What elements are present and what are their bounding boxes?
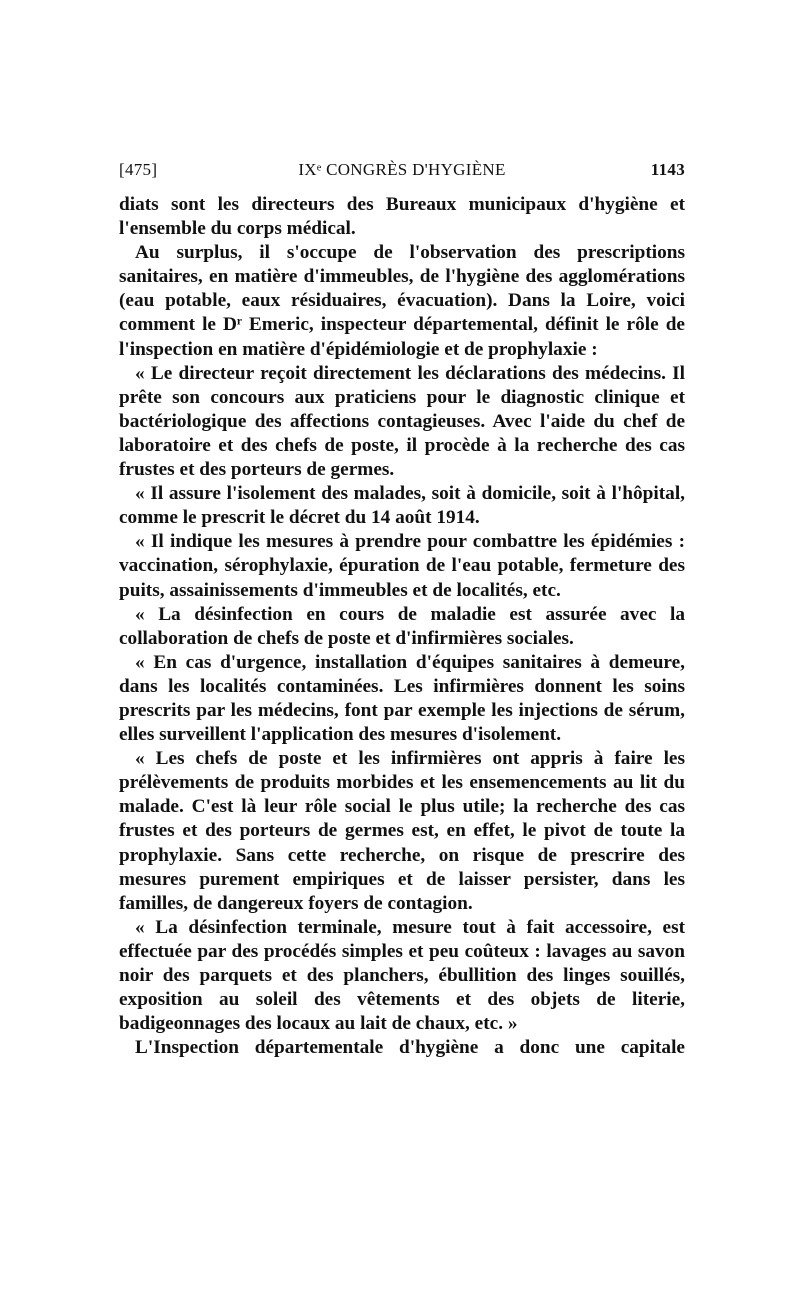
running-title: IXᵉ CONGRÈS D'HYGIÈNE [298,160,506,179]
paragraph: « Les chefs de poste et les infirmières ont appris à faire les prélèvements de produits morbides et les ensemencements au lit du malade. C'est là leur rôle social le plus utile; la recherche des cas frustes et des porteurs de germes est, en effet, le pivot de toute la prophylaxie. Sans cette recherche, on risque de prescrire des mesures purement empiriques et de laisser persister, dans les familles, de dangereux foyers de contagion. [119,748,685,914]
paragraph: « Le directeur reçoit directement les déclarations des médecins. Il prête son concours aux praticiens pour le diagnostic clinique et bactériologique des affections contagieuses. Avec l'aide du chef de laboratoire et des chefs de poste, il procède à la recherche des cas frustes et des porteurs de germes. [119,362,685,481]
paragraph: « La désinfection terminale, mesure tout à fait accessoire, est effectuée par des procédés simples et peu coûteux : lavages au savon noir des parquets et des planchers, ébullition des linges souillés, exposition au soleil des vêtements et des objets de literie, badigeonnages des locaux au lait de chaux, etc. » [119,916,685,1035]
running-header [119,160,685,184]
page-reference: [475] [119,160,158,179]
paragraph: Au surplus, il s'occupe de l'observation des prescriptions sanitaires, en matière d'immeubles, de l'hygiène des agglomérations (eau potable, eaux résiduaires, évacuation). Dans la Loire, voici comment le Dʳ Emeric, inspecteur départemental, définit le rôle de l'inspection en matière d'épidémiologie et de prophylaxie : [119,242,685,360]
paragraph: « Il assure l'isolement des malades, soit à domicile, soit à l'hôpital, comme le prescrit le décret du 14 août 1914. [119,483,685,529]
paragraph: L'Inspection départementale d'hygiène a donc une capitale [135,1037,685,1059]
page-number: 1143 [650,160,685,179]
paragraph: « En cas d'urgence, installation d'équipes sanitaires à demeure, dans les localités contaminées. Les infirmières donnent les soins prescrits par les médecins, font par exemple les injections de sérum, elles surveillent l'application des mesures d'isolement. [119,651,685,746]
body-text [119,193,685,1060]
paragraph: diats sont les directeurs des Bureaux municipaux d'hygiène et l'ensemble du corps médical. [119,194,685,240]
paragraph: « Il indique les mesures à prendre pour combattre les épidémies : vaccination, sérophylaxie, épuration de l'eau potable, fermeture des puits, assainissements d'immeubles et de localités, etc. [119,531,685,601]
paragraph: « La désinfection en cours de maladie est assurée avec la collaboration de chefs de poste et d'infirmières sociales. [119,603,685,649]
